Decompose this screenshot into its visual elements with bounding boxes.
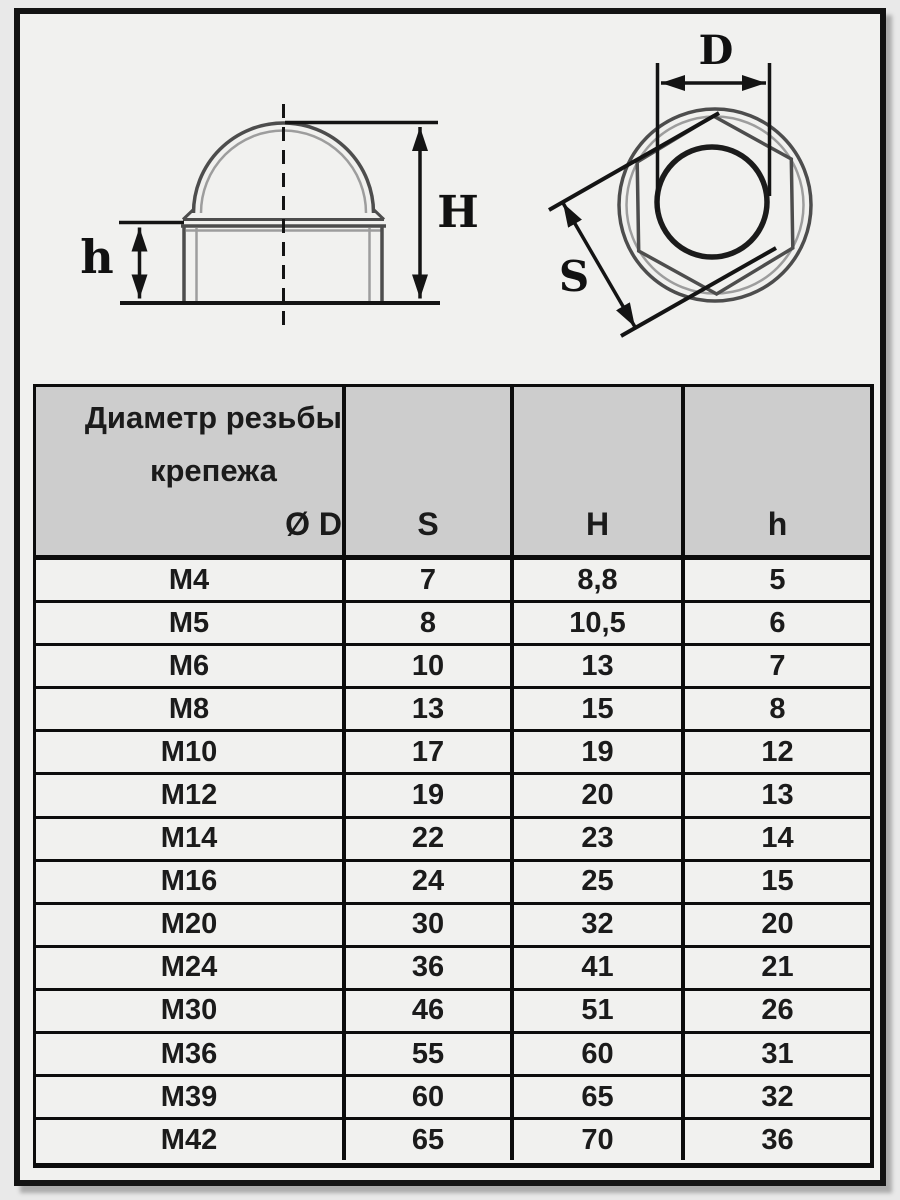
table-cell: 7 xyxy=(346,560,514,600)
table-cell: 6 xyxy=(769,606,786,639)
table-cell: 5 xyxy=(769,563,786,596)
thread-circle xyxy=(657,147,767,257)
header-cell-diameter xyxy=(36,387,346,555)
header-cell-S: S xyxy=(346,387,514,555)
table-cell: 10 xyxy=(346,646,514,686)
table-cell: 13 xyxy=(514,646,685,686)
table-cell: 51 xyxy=(514,991,685,1031)
table-cell: 19 xyxy=(514,732,685,772)
tangent-line-S-upper xyxy=(549,113,719,210)
dimensions-table xyxy=(33,384,874,1168)
table-cell: M14 xyxy=(36,819,346,859)
dome-circle-inner xyxy=(627,117,804,294)
table-cell: 65 xyxy=(514,1077,685,1117)
table-cell: 14 xyxy=(761,822,794,855)
table-cell: 22 xyxy=(346,819,514,859)
table-row xyxy=(36,991,870,1034)
table-cell: M4 xyxy=(36,560,346,600)
table-cell: 21 xyxy=(761,951,794,984)
table-cell: 41 xyxy=(514,948,685,988)
table-cell: M24 xyxy=(36,948,346,988)
table-row xyxy=(36,1034,870,1077)
table-cell: 36 xyxy=(346,948,514,988)
table-cell: M12 xyxy=(36,775,346,815)
header-diameter-line2: крепежа xyxy=(149,453,277,489)
table-row xyxy=(36,819,870,862)
table-cell: M5 xyxy=(36,603,346,643)
table-cell: 60 xyxy=(514,1034,685,1074)
table-row xyxy=(36,689,870,732)
table-cell: 8 xyxy=(769,692,786,725)
table-cell: 7 xyxy=(769,649,786,682)
header-cell-h: h xyxy=(767,506,788,542)
table-cell: 13 xyxy=(346,689,514,729)
table-cell: M39 xyxy=(36,1077,346,1117)
table-cell: 55 xyxy=(346,1034,514,1074)
table-cell: M30 xyxy=(36,991,346,1031)
technical-drawings xyxy=(0,0,900,380)
table-cell: 15 xyxy=(761,865,794,898)
dome-circle-outer xyxy=(619,109,811,301)
table-row xyxy=(36,948,870,991)
table-cell: 25 xyxy=(514,862,685,902)
table-cell: 36 xyxy=(761,1123,794,1156)
dimension-label-D: D xyxy=(698,27,734,74)
table-cell: M10 xyxy=(36,732,346,772)
table-cell: M42 xyxy=(36,1120,346,1160)
table-cell: 60 xyxy=(346,1077,514,1117)
table-cell: 20 xyxy=(514,775,685,815)
header-cell-H: H xyxy=(514,387,685,555)
table-row xyxy=(36,1120,870,1160)
table-body xyxy=(36,560,870,1163)
table-cell: 17 xyxy=(346,732,514,772)
dimension-label-H: H xyxy=(437,187,479,238)
table-cell: 32 xyxy=(514,905,685,945)
top-view-drawing xyxy=(549,27,811,336)
header-diameter-line1: Диаметр резьбы xyxy=(84,400,342,435)
table-row xyxy=(36,862,870,905)
table-cell: 8,8 xyxy=(514,560,685,600)
table-row xyxy=(36,646,870,689)
header-diameter-symbol: Ø D xyxy=(285,506,342,542)
table-cell: 24 xyxy=(346,862,514,902)
table-row xyxy=(36,775,870,818)
table-cell: 26 xyxy=(761,994,794,1027)
table-header xyxy=(36,387,870,560)
table-cell: 12 xyxy=(761,735,794,768)
table-row xyxy=(36,1077,870,1120)
dimension-label-S: S xyxy=(558,252,590,301)
table-cell: 23 xyxy=(514,819,685,859)
table-row xyxy=(36,732,870,775)
table-cell: M8 xyxy=(36,689,346,729)
table-cell: 19 xyxy=(346,775,514,815)
table-cell: 10,5 xyxy=(514,603,685,643)
flange-chamfer-left xyxy=(183,209,194,220)
table-cell: M16 xyxy=(36,862,346,902)
table-cell: 8 xyxy=(346,603,514,643)
dimension-label-h: h xyxy=(80,230,114,284)
table-cell: 13 xyxy=(761,779,794,812)
table-cell: 32 xyxy=(761,1080,794,1113)
table-cell: 31 xyxy=(761,1037,794,1070)
table-row xyxy=(36,905,870,948)
table-cell: 20 xyxy=(761,908,794,941)
table-cell: 15 xyxy=(514,689,685,729)
table-cell: 70 xyxy=(514,1120,685,1160)
table-cell: 30 xyxy=(346,905,514,945)
table-row xyxy=(36,560,870,603)
table-cell: M6 xyxy=(36,646,346,686)
table-cell: M20 xyxy=(36,905,346,945)
table-row xyxy=(36,603,870,646)
table-cell: 46 xyxy=(346,991,514,1031)
table-cell: M36 xyxy=(36,1034,346,1074)
flange-chamfer-right xyxy=(373,209,384,220)
table-cell: 65 xyxy=(346,1120,514,1160)
side-view-drawing xyxy=(80,104,479,333)
